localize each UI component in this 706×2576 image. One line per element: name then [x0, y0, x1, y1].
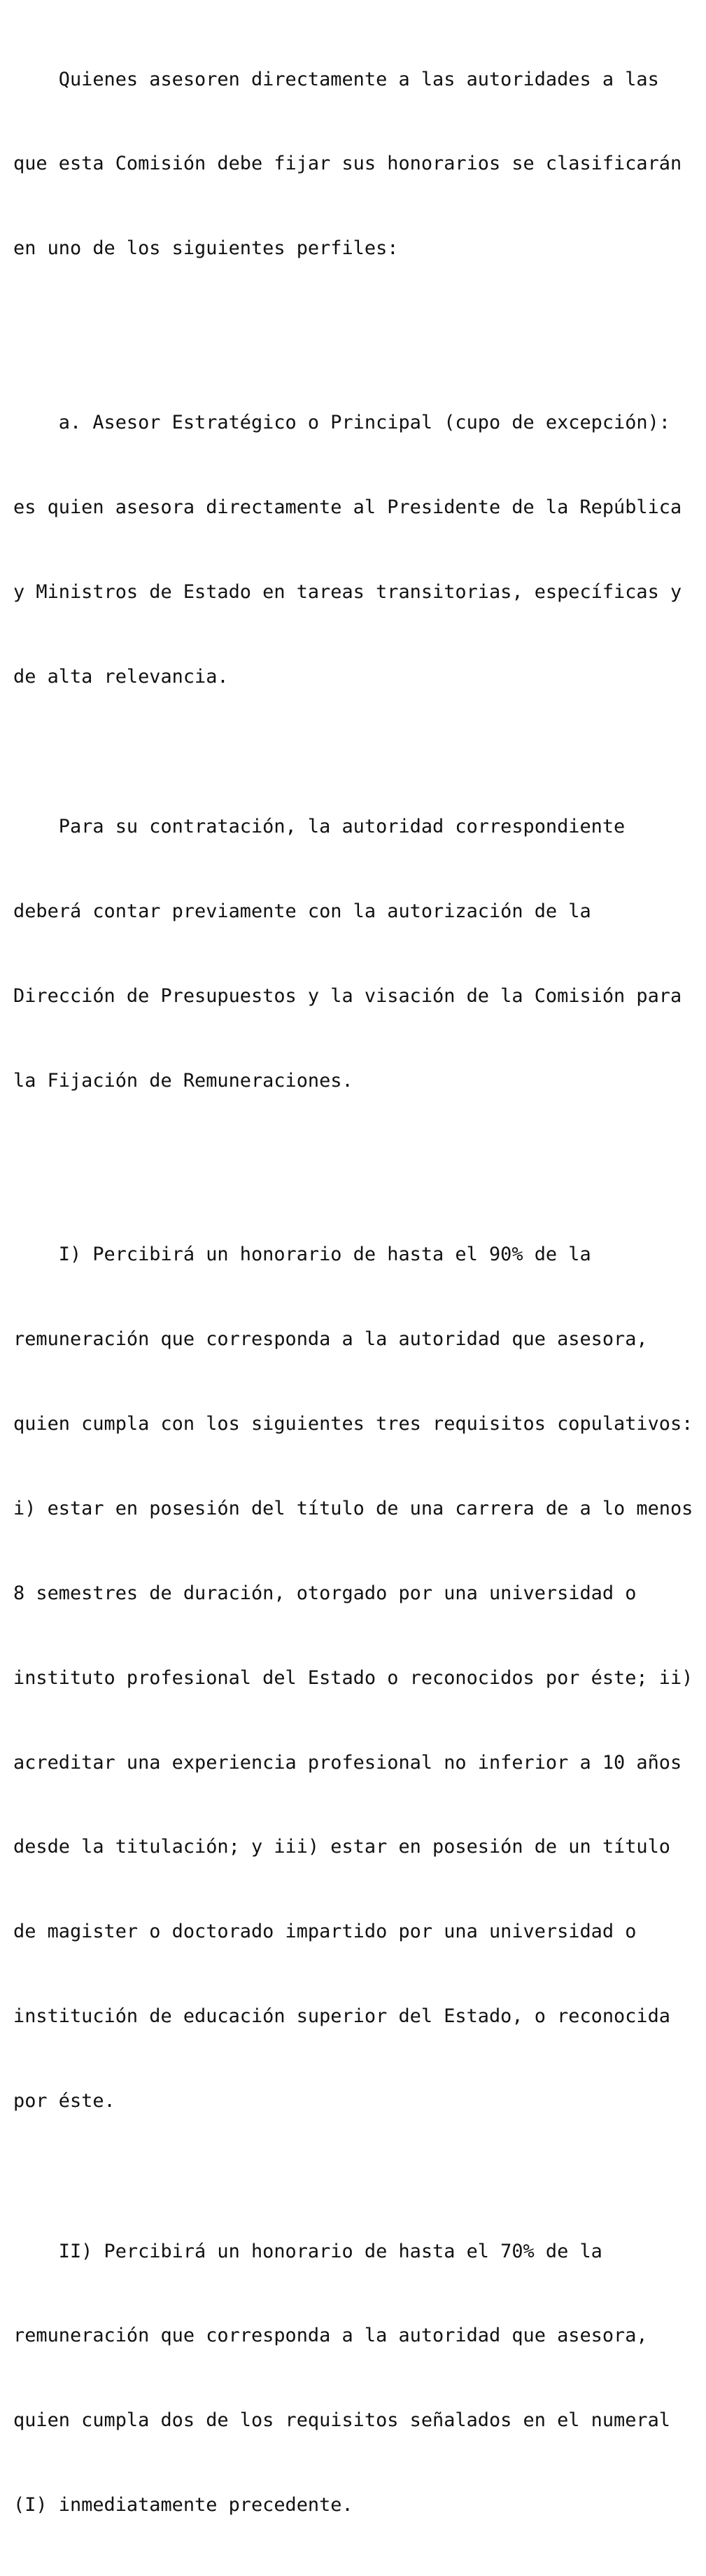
- document-body: [13, 9, 703, 2576]
- text-line: institución de educación superior del Estado, o reconocida: [13, 2005, 670, 2028]
- text-line: instituto profesional del Estado o reconocidos por éste; ii): [13, 1666, 693, 1689]
- text-line: y Ministros de Estado en tareas transitorias, específicas y: [13, 580, 682, 603]
- hiring-requirement-paragraph: [13, 756, 703, 1151]
- text-line: Quienes asesoren directamente a las autoridades a las: [13, 68, 659, 90]
- paragraph-spacer: [13, 747, 703, 756]
- intro-paragraph: [13, 9, 703, 319]
- text-line: II) Percibirá un honorario de hasta el 70% de la: [13, 2240, 602, 2262]
- paragraph-spacer: [13, 1152, 703, 1185]
- text-line: 8 semestres de duración, otorgado por una universidad o: [13, 1582, 637, 1604]
- text-line: quien cumpla con los siguientes tres requisitos copulativos:: [13, 1412, 693, 1435]
- text-line: en uno de los siguientes perfiles:: [13, 237, 399, 260]
- text-line: que esta Comisión debe fijar sus honorarios se clasificarán: [13, 153, 682, 175]
- text-line: la Fijación de Remuneraciones.: [13, 1069, 353, 1092]
- text-line: Para su contratación, la autoridad correspondiente: [13, 816, 626, 838]
- tier-ii-paragraph: [13, 2181, 703, 2576]
- text-line: remuneración que corresponda a la autoridad que asesora,: [13, 1328, 648, 1351]
- tier-i-paragraph: [13, 1185, 703, 2172]
- text-line: de alta relevancia.: [13, 665, 229, 688]
- text-line: a. Asesor Estratégico o Principal (cupo de excepción):: [13, 411, 670, 433]
- paragraph-spacer: [13, 319, 703, 352]
- text-line: I) Percibirá un honorario de hasta el 90% de la: [13, 1244, 591, 1266]
- paragraph-spacer: [13, 2172, 703, 2181]
- profile-a-paragraph: [13, 352, 703, 747]
- text-line: acreditar una experiencia profesional no inferior a 10 años: [13, 1751, 682, 1774]
- text-line: de magister o doctorado impartido por una universidad o: [13, 1921, 637, 1943]
- text-line: (I) inmediatamente precedente.: [13, 2494, 353, 2516]
- text-line: remuneración que corresponda a la autoridad que asesora,: [13, 2325, 648, 2347]
- text-line: quien cumpla dos de los requisitos señalados en el numeral: [13, 2409, 670, 2432]
- text-line: es quien asesora directamente al Presidente de la República: [13, 496, 682, 518]
- text-line: i) estar en posesión del título de una carrera de a lo menos: [13, 1497, 693, 1519]
- text-line: Dirección de Presupuestos y la visación de la Comisión para: [13, 984, 682, 1007]
- text-line: por éste.: [13, 2090, 115, 2112]
- text-line: desde la titulación; y iii) estar en posesión de un título: [13, 1836, 670, 1858]
- text-line: deberá contar previamente con la autorización de la: [13, 900, 591, 922]
